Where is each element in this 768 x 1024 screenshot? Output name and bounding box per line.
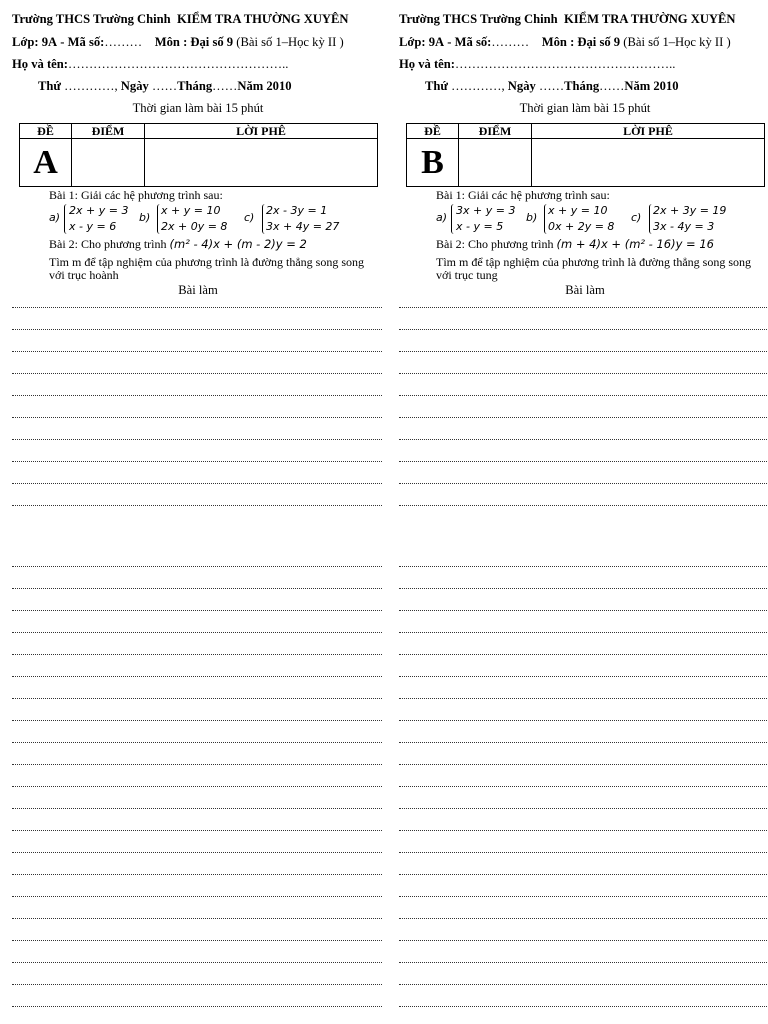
date-ngay: Ngày bbox=[120, 79, 149, 93]
date-nam: Năm 2010 bbox=[237, 79, 292, 93]
system-label: a) bbox=[49, 211, 61, 224]
subject-note: (Bài số 1–Học kỳ II ) bbox=[623, 35, 731, 49]
answer-line[interactable] bbox=[12, 808, 382, 809]
equation: 2x + 3y = 19 bbox=[653, 204, 727, 217]
answer-line[interactable] bbox=[12, 918, 382, 919]
answer-line[interactable] bbox=[399, 896, 768, 897]
answer-line[interactable] bbox=[399, 962, 768, 963]
answer-line[interactable] bbox=[12, 373, 382, 374]
de-letter: A bbox=[20, 139, 72, 187]
answer-line[interactable] bbox=[12, 742, 382, 743]
class-label: Lớp: 9A bbox=[12, 35, 58, 49]
date-ngay-dots: …… bbox=[535, 79, 565, 93]
question-2-line-3: với trục tung bbox=[436, 268, 498, 282]
answer-line[interactable] bbox=[12, 962, 382, 963]
header-line bbox=[12, 12, 349, 27]
system-label: c) bbox=[244, 211, 255, 224]
answer-line[interactable] bbox=[12, 654, 382, 655]
answer-line[interactable] bbox=[12, 588, 382, 589]
date-line bbox=[425, 79, 679, 94]
question-2 bbox=[436, 237, 714, 252]
subject-note: (Bài số 1–Học kỳ II ) bbox=[236, 35, 344, 49]
answer-line[interactable] bbox=[399, 329, 768, 330]
answer-line[interactable] bbox=[399, 654, 768, 655]
date-thang: Tháng bbox=[177, 79, 213, 93]
answer-line[interactable] bbox=[399, 566, 768, 567]
subject-label: Môn : Đại số 9 bbox=[154, 35, 234, 49]
subject-label: Môn : Đại số 9 bbox=[541, 35, 621, 49]
answer-line[interactable] bbox=[12, 676, 382, 677]
answer-line[interactable] bbox=[399, 395, 768, 396]
answer-line[interactable] bbox=[399, 632, 768, 633]
answer-line[interactable] bbox=[399, 940, 768, 941]
date-thu-dots: …………, bbox=[447, 79, 508, 93]
answer-line[interactable] bbox=[12, 307, 382, 308]
grade-table bbox=[19, 123, 378, 187]
answer-line[interactable] bbox=[399, 417, 768, 418]
equation: x - y = 5 bbox=[456, 220, 504, 233]
answer-line[interactable] bbox=[12, 417, 382, 418]
answer-line[interactable] bbox=[399, 786, 768, 787]
date-thang-dots: …… bbox=[599, 79, 625, 93]
answer-line[interactable] bbox=[399, 610, 768, 611]
system-label: b) bbox=[526, 211, 538, 224]
equation: 2x + y = 3 bbox=[69, 204, 129, 217]
answer-line[interactable] bbox=[399, 698, 768, 699]
answer-line[interactable] bbox=[399, 764, 768, 765]
system-label: c) bbox=[631, 211, 642, 224]
answer-line[interactable] bbox=[399, 808, 768, 809]
score-box[interactable] bbox=[459, 139, 532, 187]
comment-box[interactable] bbox=[532, 139, 765, 187]
duration-text: Thời gian làm bài 15 phút bbox=[132, 101, 264, 115]
answer-line[interactable] bbox=[399, 439, 768, 440]
class-label: Lớp: 9A bbox=[399, 35, 445, 49]
answer-line[interactable] bbox=[399, 483, 768, 484]
answer-line[interactable] bbox=[12, 698, 382, 699]
header-diem: ĐIỂM bbox=[72, 124, 145, 139]
school-name: Trường THCS Trường Chinh bbox=[12, 12, 171, 26]
header-de: ĐỀ bbox=[20, 124, 72, 139]
header-loi-phe: LỜI PHÊ bbox=[532, 124, 765, 139]
answer-line[interactable] bbox=[12, 764, 382, 765]
equation: x + y = 10 bbox=[161, 204, 221, 217]
answer-line[interactable] bbox=[12, 852, 382, 853]
school-name: Trường THCS Trường Chinh bbox=[399, 12, 558, 26]
date-thang: Tháng bbox=[564, 79, 600, 93]
code-label: - Mã số: bbox=[60, 35, 105, 49]
answer-line[interactable] bbox=[12, 439, 382, 440]
answer-line[interactable] bbox=[12, 632, 382, 633]
equation: 3x - 4y = 3 bbox=[653, 220, 715, 233]
equation: x - y = 6 bbox=[69, 220, 117, 233]
answer-line[interactable] bbox=[399, 874, 768, 875]
answer-line[interactable] bbox=[12, 566, 382, 567]
exam-title: KIỂM TRA THƯỜNG XUYÊN bbox=[176, 12, 349, 26]
answer-line[interactable] bbox=[12, 351, 382, 352]
equation: 2x - 3y = 1 bbox=[266, 204, 328, 217]
name-label: Họ và tên: bbox=[12, 57, 68, 71]
name-dots: …………………………………………….. bbox=[67, 57, 289, 71]
grade-table bbox=[406, 123, 765, 187]
answer-line[interactable] bbox=[399, 307, 768, 308]
code-dots: ……… bbox=[491, 35, 530, 49]
exam-title: KIỂM TRA THƯỜNG XUYÊN bbox=[563, 12, 736, 26]
date-thang-dots: …… bbox=[212, 79, 238, 93]
answer-line[interactable] bbox=[399, 742, 768, 743]
header-diem: ĐIỂM bbox=[459, 124, 532, 139]
date-ngay-dots: …… bbox=[148, 79, 178, 93]
header-loi-phe: LỜI PHÊ bbox=[145, 124, 378, 139]
answer-line[interactable] bbox=[12, 940, 382, 941]
question-2 bbox=[49, 237, 307, 252]
header-line bbox=[399, 12, 736, 27]
de-letter: B bbox=[407, 139, 459, 187]
name-dots: …………………………………………….. bbox=[454, 57, 676, 71]
date-thu-dots: …………, bbox=[60, 79, 121, 93]
equation: 2x + 0y = 8 bbox=[161, 220, 228, 233]
date-thu: Thứ bbox=[425, 79, 448, 93]
question-2-equation: (m² - 4)x + (m - 2)y = 2 bbox=[169, 237, 307, 251]
header-de: ĐỀ bbox=[407, 124, 459, 139]
answer-line[interactable] bbox=[12, 505, 382, 506]
answer-line[interactable] bbox=[12, 830, 382, 831]
answer-line[interactable] bbox=[399, 373, 768, 374]
answer-line[interactable] bbox=[399, 830, 768, 831]
answer-title: Bài làm bbox=[178, 283, 218, 297]
answer-line[interactable] bbox=[12, 461, 382, 462]
equation: 0x + 2y = 8 bbox=[548, 220, 615, 233]
answer-line[interactable] bbox=[399, 505, 768, 506]
answer-line[interactable] bbox=[399, 351, 768, 352]
system-label: b) bbox=[139, 211, 151, 224]
date-nam: Năm 2010 bbox=[624, 79, 679, 93]
answer-line[interactable] bbox=[399, 588, 768, 589]
answer-line[interactable] bbox=[12, 1006, 382, 1007]
answer-line[interactable] bbox=[12, 984, 382, 985]
class-subject-line bbox=[399, 35, 731, 50]
date-thu: Thứ bbox=[38, 79, 61, 93]
system-label: a) bbox=[436, 211, 448, 224]
question-2-equation: (m + 4)x + (m² - 16)y = 16 bbox=[556, 237, 714, 251]
answer-line[interactable] bbox=[12, 483, 382, 484]
comment-box[interactable] bbox=[145, 139, 378, 187]
student-name-line bbox=[399, 57, 675, 72]
equation: 3x + 4y = 27 bbox=[266, 220, 340, 233]
name-label: Họ và tên: bbox=[399, 57, 455, 71]
answer-line[interactable] bbox=[12, 610, 382, 611]
answer-line[interactable] bbox=[12, 720, 382, 721]
equation: x + y = 10 bbox=[548, 204, 608, 217]
answer-line[interactable] bbox=[12, 395, 382, 396]
answer-line[interactable] bbox=[12, 786, 382, 787]
question-2-prefix: Bài 2: Cho phương trình bbox=[436, 237, 554, 251]
answer-line[interactable] bbox=[399, 984, 768, 985]
score-box[interactable] bbox=[72, 139, 145, 187]
date-line bbox=[38, 79, 292, 94]
answer-line[interactable] bbox=[399, 852, 768, 853]
answer-line[interactable] bbox=[399, 461, 768, 462]
question-2-line-2: Tìm m để tập nghiệm của phương trình là đường thẳng song song bbox=[436, 255, 751, 269]
class-subject-line bbox=[12, 35, 344, 50]
equation: 3x + y = 3 bbox=[456, 204, 516, 217]
question-1: Bài 1: Giải các hệ phương trình sau: bbox=[436, 188, 610, 202]
answer-line[interactable] bbox=[399, 1006, 768, 1007]
answer-line[interactable] bbox=[399, 676, 768, 677]
question-2-prefix: Bài 2: Cho phương trình bbox=[49, 237, 167, 251]
answer-line[interactable] bbox=[12, 896, 382, 897]
code-dots: ……… bbox=[104, 35, 143, 49]
answer-line[interactable] bbox=[12, 874, 382, 875]
question-1: Bài 1: Giải các hệ phương trình sau: bbox=[49, 188, 223, 202]
code-label: - Mã số: bbox=[447, 35, 492, 49]
answer-title: Bài làm bbox=[565, 283, 605, 297]
answer-line[interactable] bbox=[399, 720, 768, 721]
question-2-line-2: Tìm m để tập nghiệm của phương trình là đường thẳng song song bbox=[49, 255, 364, 269]
question-2-line-3: với trục hoành bbox=[49, 268, 119, 282]
duration-text: Thời gian làm bài 15 phút bbox=[519, 101, 651, 115]
student-name-line bbox=[12, 57, 288, 72]
answer-line[interactable] bbox=[12, 329, 382, 330]
answer-line[interactable] bbox=[399, 918, 768, 919]
date-ngay: Ngày bbox=[507, 79, 536, 93]
